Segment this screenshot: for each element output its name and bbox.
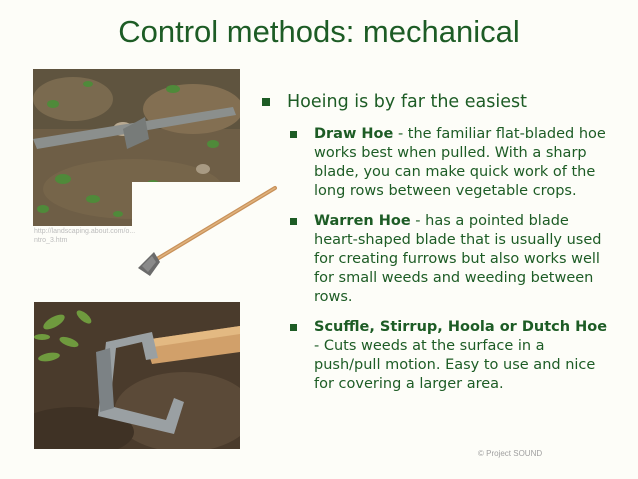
main-bullet-text: Hoeing is by far the easiest — [287, 92, 527, 112]
sub-bullet-warren-hoe — [288, 212, 614, 307]
copyright-footer: © Project SOUND — [478, 449, 543, 458]
sub-bullet-desc: - the familiar flat-bladed hoe works best when pulled. With a sharp blade, you can make quick work of the long rows between vegetable crops. — [314, 126, 606, 199]
sub-bullet-term: Warren Hoe — [314, 213, 411, 229]
stirrup-hoe-photo — [34, 302, 240, 449]
image-credit: http://landscaping.about.com/o...ntro_3.htm — [34, 228, 136, 244]
bullet-square-icon — [262, 98, 270, 106]
sub-bullet-desc: - has a pointed blade heart-shaped blade that is usually used for creating furrows but also works well for small weeds and weeding between rows. — [314, 213, 602, 305]
bullet-square-icon — [290, 324, 297, 331]
sub-bullet-draw-hoe — [288, 125, 614, 201]
sub-bullet-term: Draw Hoe — [314, 126, 394, 142]
warren-hoe-image — [130, 180, 278, 280]
sub-bullet-desc: - Cuts weeds at the surface in a push/pull motion. Easy to use and nice for covering a larger area. — [314, 338, 596, 392]
bullet-square-icon — [290, 218, 297, 225]
main-bullet — [262, 91, 612, 113]
bullet-square-icon — [290, 131, 297, 138]
slide-title: Control methods: mechanical — [118, 14, 520, 49]
sub-bullet-scuffle-hoe — [288, 318, 614, 394]
sub-bullet-term: Scuffle, Stirrup, Hoola or Dutch Hoe — [314, 319, 608, 335]
bullet-list — [262, 91, 612, 405]
